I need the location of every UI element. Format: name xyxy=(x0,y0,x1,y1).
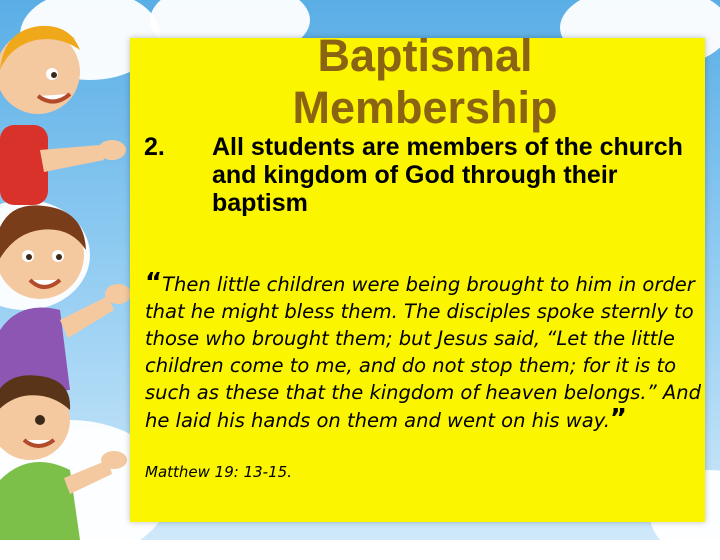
quote-text: Then little children were being brought to him in order that he might bless them. The disciples spoke sternly to those who brought them; but Jesus said, “Let the little children come to me, and do not stop them; for it is to such as these that the kingdom of heaven belongs.” And he laid his hands on them and went on his way. xyxy=(145,273,701,432)
quote-close-mark: ” xyxy=(609,404,628,434)
quote-open-mark: “ xyxy=(145,268,163,298)
boy-bottom-figure xyxy=(0,375,127,540)
point-text: All students are members of the church and kingdom of God through their baptism xyxy=(212,133,683,217)
point-number: 2. xyxy=(144,133,165,161)
slide-title: Baptismal Membership xyxy=(292,30,558,133)
boy-figure xyxy=(0,26,126,205)
scripture-quote xyxy=(145,270,705,434)
girl-figure xyxy=(0,205,131,395)
scripture-reference: Matthew 19: 13-15. xyxy=(145,463,292,481)
